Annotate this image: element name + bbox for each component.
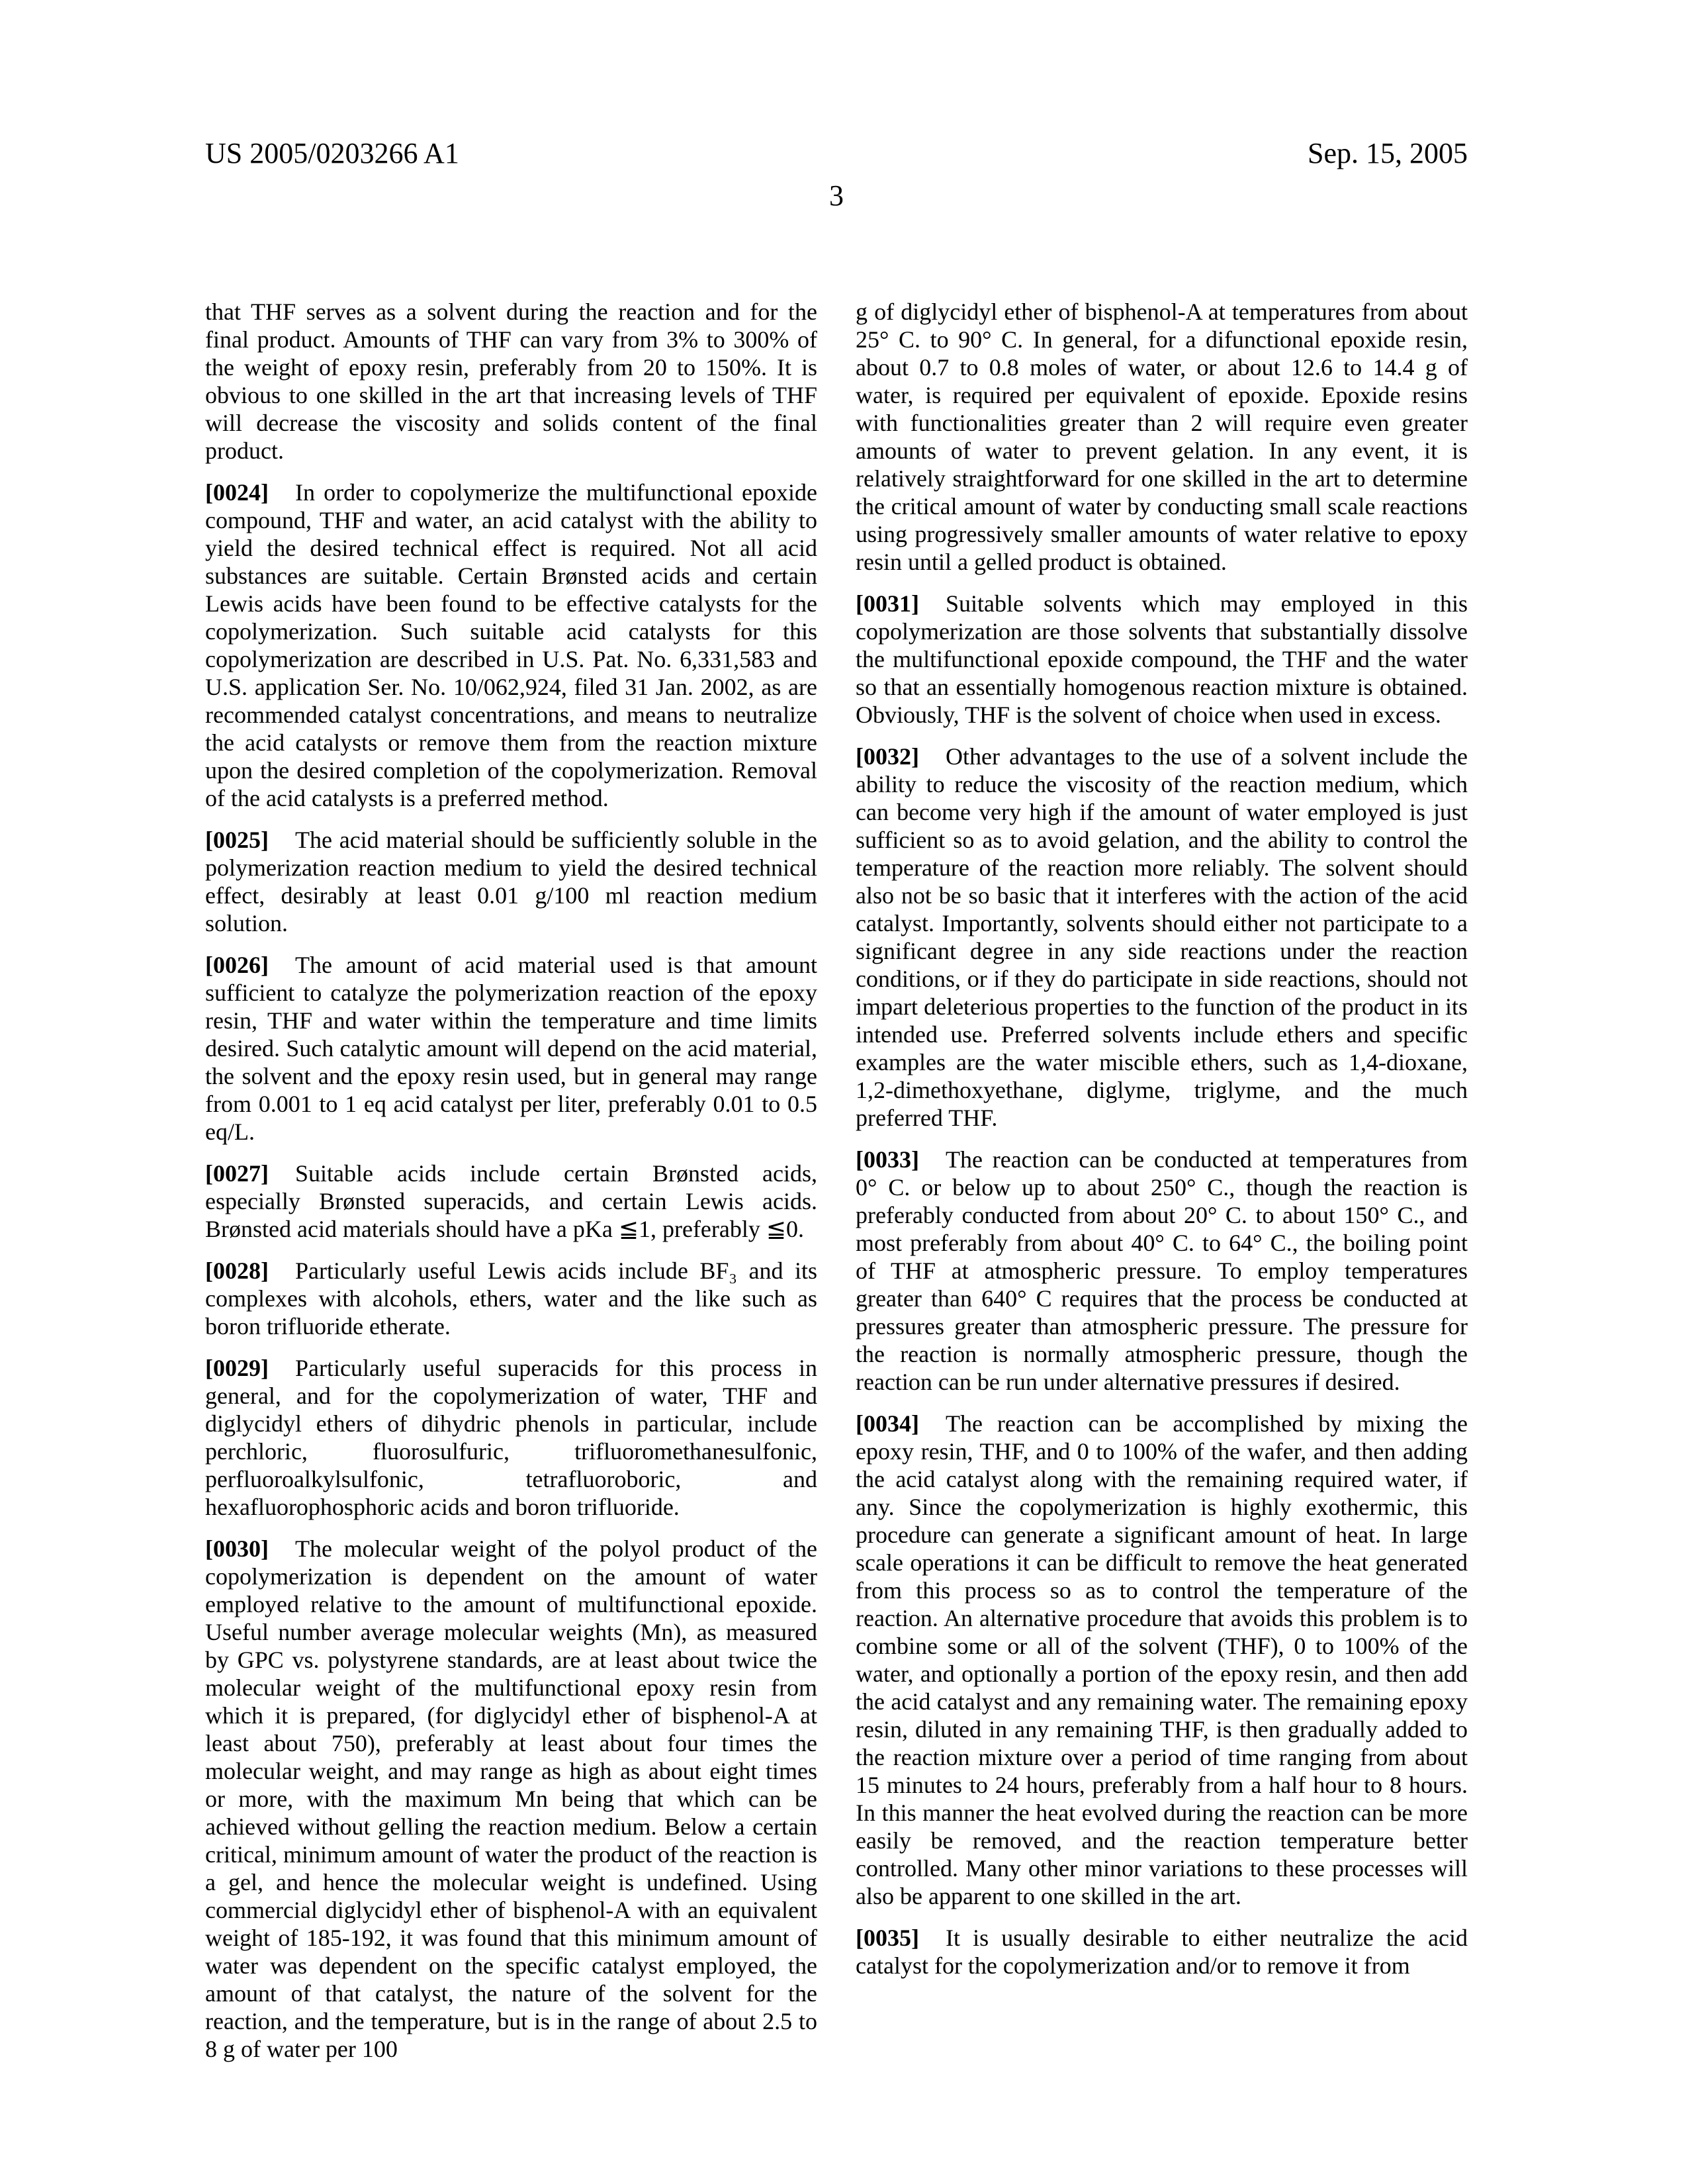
paragraph xyxy=(205,951,817,1146)
paragraph-text: The acid material should be sufficiently soluble in the polymerization reaction medium to yield the desired technical effect, desirably at least 0.01 g/100 ml reaction medium solution. xyxy=(205,827,817,936)
paragraph-text: The amount of acid material used is that amount sufficient to catalyze the polymerization reaction of the epoxy resin, THF and water within the temperature and time limits desired. Such catalytic amount will depend on the acid material, the solvent and the epoxy resin used, but in general may range from 0.001 to 1 eq acid catalyst per liter, preferably 0.01 to 0.5 eq/L. xyxy=(205,952,817,1145)
paragraph xyxy=(856,1924,1468,1979)
paragraph xyxy=(856,743,1468,1132)
body-text xyxy=(205,298,1468,2063)
paragraph xyxy=(205,1257,817,1340)
paragraph-number: [0035] xyxy=(856,1925,919,1951)
paragraph-number: [0031] xyxy=(856,590,919,617)
paragraph-text: Other advantages to the use of a solvent include the ability to reduce the viscosity of the reaction medium, which can become very high if the amount of water employed is just sufficient so as to avoid gelation, and the ability to control the temperature of the reaction more reliably. The solvent should also not be so basic that it interferes with the action of the acid catalyst. Importantly, solvents should either not participate to a significant degree in any side reactions under the reaction conditions, or if they do participate in side reactions, should not impart deleterious properties to the function of the product in its intended use. Preferred solvents include ethers and specific examples are the water miscible ethers, such as 1,4-dioxane, 1,2-dimethoxyethane, diglyme, triglyme, and the much preferred THF. xyxy=(856,743,1468,1131)
paragraph-number: [0032] xyxy=(856,743,919,770)
paragraph-number: [0028] xyxy=(205,1257,269,1284)
paragraph-number: [0034] xyxy=(856,1410,919,1437)
paragraph-number: [0033] xyxy=(856,1146,919,1173)
paragraph-text: The molecular weight of the polyol product of the copolymerization is dependent on the amount of water employed relative to the amount of multifunctional epoxide. Useful number average molecular weights (Mn), as measured by GPC vs. polystyrene standards, are at least about twice the molecular weight of the multifunctional epoxy resin from which it is prepared, (for diglycidyl ether of bisphenol-A at least about 750), preferably at least about four times the molecular weight, and may range as high as about eight times or more, with the maximum Mn being that which can be achieved without gelling the reaction medium. Below a certain critical, minimum amount of water the product of the reaction is a gel, and hence the molecular weight is undefined. Using commercial diglycidyl ether of bisphenol-A with an equivalent weight of 185-192, it was found that this minimum amount of water was dependent on the specific catalyst employed, the amount of that catalyst, the nature of the solvent for the reaction, and the temperature, but is in the range of about 2.5 to 8 g of water per 100 xyxy=(205,1535,817,2062)
left-column xyxy=(205,298,817,2063)
paragraph-number: [0025] xyxy=(205,827,269,853)
paragraph-number: [0030] xyxy=(205,1535,269,1562)
paragraph-text: The reaction can be accomplished by mixing the epoxy resin, THF, and 0 to 100% of the wafer, and then adding the acid catalyst along with the remaining required water, if any. Since the copolymerization is highly exothermic, this procedure can generate a significant amount of heat. In large scale operations it can be difficult to remove the heat generated from this process so as to control the temperature of the reaction. An alternative procedure that avoids this problem is to combine some or all of the solvent (THF), 0 to 100% of the water, and optionally a portion of the epoxy resin, and then add the acid catalyst and any remaining water. The remaining epoxy resin, diluted in any remaining THF, is then gradually added to the reaction mixture over a period of time ranging from about 15 minutes to 24 hours, preferably from a half hour to 8 hours. In this manner the heat evolved during the reaction can be more easily be removed, and the reaction temperature better controlled. Many other minor variations to these processes will also be apparent to one skilled in the art. xyxy=(856,1410,1468,1909)
paragraph-text: Suitable solvents which may employed in this copolymerization are those solvents that substantially dissolve the multifunctional epoxide compound, the THF and the water so that an essentially homogenous reaction mixture is obtained. Obviously, THF is the solvent of choice when used in excess. xyxy=(856,590,1468,728)
paragraph xyxy=(205,478,817,812)
paragraph xyxy=(205,1535,817,2063)
paragraph xyxy=(205,826,817,937)
paragraph-text: The reaction can be conducted at temperatures from 0° C. or below up to about 250° C., though the reaction is preferably conducted from about 20° C. to about 150° C., and most preferably from about 40° C. to 64° C., the boiling point of THF at atmospheric pressure. To employ temperatures greater than 640° C requires that the process be conducted at pressures greater than atmospheric pressure. The pressure for the reaction is normally atmospheric pressure, though the reaction can be run under alternative pressures if desired. xyxy=(856,1146,1468,1395)
paragraph-text: It is usually desirable to either neutralize the acid catalyst for the copolymerization and/or to remove it from xyxy=(856,1925,1468,1979)
page-number: 3 xyxy=(829,179,844,212)
paragraph xyxy=(856,1146,1468,1396)
paragraph-text: Particularly useful Lewis acids include BF₃ and its complexes with alcohols, ethers, water and the like such as boron trifluoride etherate. xyxy=(205,1257,817,1340)
paragraph xyxy=(205,1160,817,1243)
publication-date: Sep. 15, 2005 xyxy=(1308,137,1468,169)
paragraph-number: [0029] xyxy=(205,1355,269,1381)
paragraph xyxy=(205,1354,817,1521)
paragraph xyxy=(205,298,817,465)
right-column xyxy=(856,298,1468,2063)
paragraph-number: [0024] xyxy=(205,479,269,506)
paragraph xyxy=(856,1410,1468,1910)
paragraph xyxy=(856,298,1468,576)
publication-number: US 2005/0203266 A1 xyxy=(205,137,459,169)
page-header xyxy=(205,138,1468,169)
paragraph-text: Particularly useful superacids for this process in general, and for the copolymerization of water, THF and diglycidyl ethers of dihydric phenols in particular, include perchloric, fluorosulfuric, trifluoromethanesulfonic, perfluoroalkylsulfonic, tetrafluoroboric, and hexafluorophosphoric acids and boron trifluoride. xyxy=(205,1355,817,1520)
paragraph xyxy=(856,590,1468,729)
paragraph-text: Suitable acids include certain Brønsted acids, especially Brønsted superacids, and certain Lewis acids. Brønsted acid materials should have a pKa ≦1, preferably ≦0. xyxy=(205,1160,817,1242)
paragraph-text: that THF serves as a solvent during the reaction and for the final product. Amounts of THF can vary from 3% to 300% of the weight of epoxy resin, preferably from 20 to 150%. It is obvious to one skilled in the art that increasing levels of THF will decrease the viscosity and solids content of the final product. xyxy=(205,298,817,464)
paragraph-number: [0026] xyxy=(205,952,269,978)
paragraph-text: In order to copolymerize the multifunctional epoxide compound, THF and water, an acid catalyst with the ability to yield the desired technical effect is required. Not all acid substances are suitable. Certain Brønsted acids and certain Lewis acids have been found to be effective catalysts for the copolymerization. Such suitable acid catalysts for this copolymerization are described in U.S. Pat. No. 6,331,583 and U.S. application Ser. No. 10/062,924, filed 31 Jan. 2002, as are recommended catalyst concentrations, and means to neutralize the acid catalysts or remove them from the reaction mixture upon the desired completion of the copolymerization. Removal of the acid catalysts is a preferred method. xyxy=(205,479,817,811)
paragraph-text: g of diglycidyl ether of bisphenol-A at temperatures from about 25° C. to 90° C. In general, for a difunctional epoxide resin, about 0.7 to 0.8 moles of water, or about 12.6 to 14.4 g of water, is required per equivalent of epoxide. Epoxide resins with functionalities greater than 2 will require even greater amounts of water to prevent gelation. In any event, it is relatively straightforward for one skilled in the art to determine the critical amount of water by conducting small scale reactions using progressively smaller amounts of water relative to epoxy resin until a gelled product is obtained. xyxy=(856,298,1468,575)
paragraph-number: [0027] xyxy=(205,1160,269,1187)
